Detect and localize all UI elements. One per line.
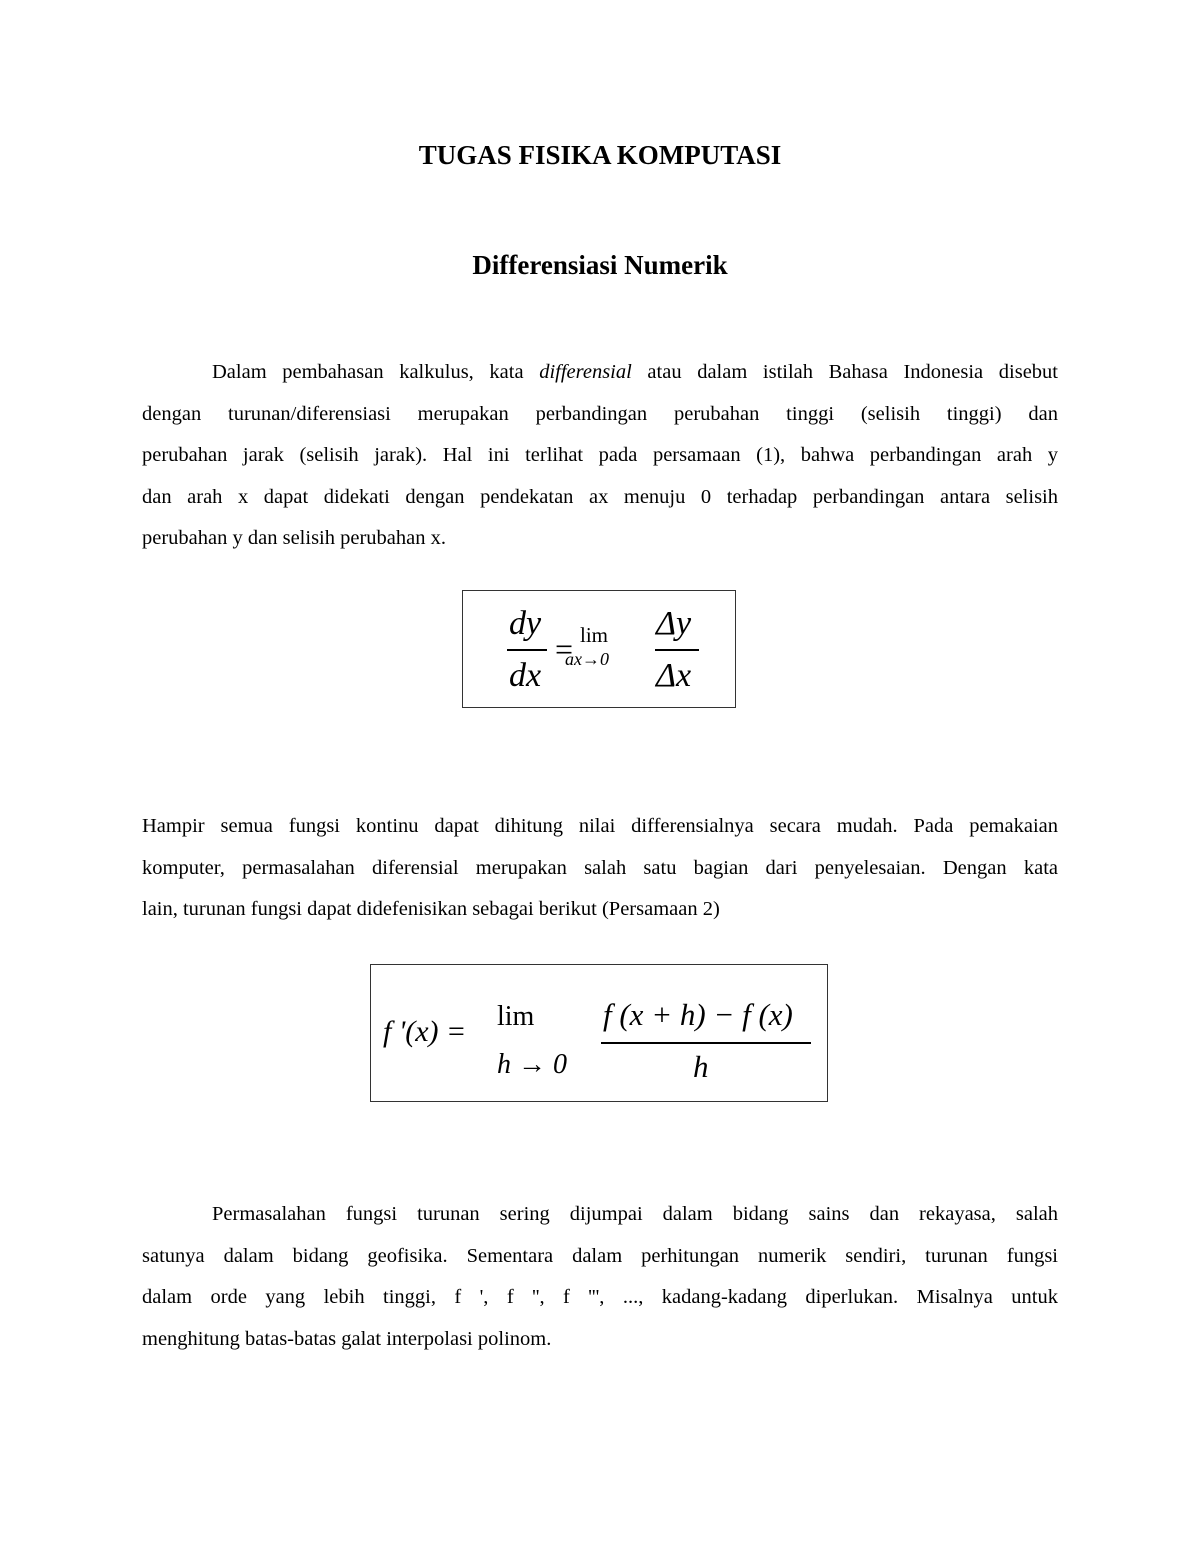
eq1-denominator-left: dx: [509, 657, 542, 694]
paragraph-2-line-2: komputer, permasalahan diferensial merupakan salah satu bagian dari penyelesaian. Dengan kata: [142, 856, 1058, 879]
paragraph-3: [142, 1194, 1058, 1360]
paragraph-2-line-1: Hampir semua fungsi kontinu dapat dihitung nilai differensialnya secara mudah. Pada pemakaian: [142, 815, 1058, 837]
eq1-fraction-bar-right: [655, 649, 699, 651]
eq2-lim: lim: [497, 1001, 535, 1032]
paragraph-3-line-2: satunya dalam bidang geofisika. Sementara dalam perhitungan numerik sendiri, turunan fungsi: [142, 1244, 1058, 1267]
eq1-numerator-right: Δy: [656, 605, 692, 642]
eq2-numerator: f (x + h) − f (x): [603, 997, 793, 1032]
paragraph-1-line-5: perubahan y dan selisih perubahan x.: [142, 527, 446, 549]
paragraph-1-line-4: dan arah x dapat didekati dengan pendekatan ax menuju 0 terhadap perbandingan antara selisih: [142, 485, 1058, 508]
paragraph-1-line-1-start: Dalam pembahasan kalkulus, kata: [212, 361, 540, 383]
equation-2-box: [370, 964, 828, 1102]
eq1-lim: lim: [580, 623, 609, 647]
eq1-denominator-right: Δx: [656, 657, 692, 694]
paragraph-2-line-3: lain, turunan fungsi dapat didefenisikan sebagai berikut (Persamaan 2): [142, 898, 720, 920]
paragraph-1-line-3: perubahan jarak (selisih jarak). Hal ini terlihat pada persamaan (1), bahwa perbandingan arah y: [142, 444, 1058, 466]
eq2-fraction-bar: [601, 1042, 811, 1044]
paragraph-1-line-1: [142, 352, 1058, 394]
paragraph-3-line-4: menghitung batas-batas galat interpolasi polinom.: [142, 1327, 552, 1350]
eq1-equals: =: [555, 631, 574, 667]
paragraph-2: [142, 806, 1058, 931]
paragraph-3-line-1: Permasalahan fungsi turunan sering dijumpai dalam bidang sains dan rekayasa, salah: [212, 1203, 1058, 1225]
document-subtitle: Differensiasi Numerik: [472, 250, 728, 280]
paragraph-3-line-3: dalam orde yang lebih tinggi, f ', f '', f ''', ..., kadang-kadang diperlukan. Misalnya untuk: [142, 1286, 1058, 1308]
eq2-denominator: h: [693, 1049, 709, 1084]
eq1-numerator-left: dy: [509, 605, 542, 642]
eq2-lhs: f '(x) =: [383, 1015, 467, 1048]
eq1-lim-subscript: ax→0: [565, 649, 609, 669]
paragraph-1: [142, 352, 1058, 560]
equation-1-box: [462, 590, 736, 708]
document-title: TUGAS FISIKA KOMPUTASI: [418, 140, 782, 170]
emphasis-differensial: differensial: [539, 361, 632, 383]
paragraph-1-line-2: dengan turunan/diferensiasi merupakan perbandingan perubahan tinggi (selisih tinggi) dan: [142, 402, 1058, 425]
paragraph-1-line-1-end: atau dalam istilah Bahasa Indonesia disebut: [631, 361, 1058, 383]
eq1-fraction-bar-left: [507, 649, 547, 651]
eq2-lim-subscript: h → 0: [497, 1049, 567, 1080]
